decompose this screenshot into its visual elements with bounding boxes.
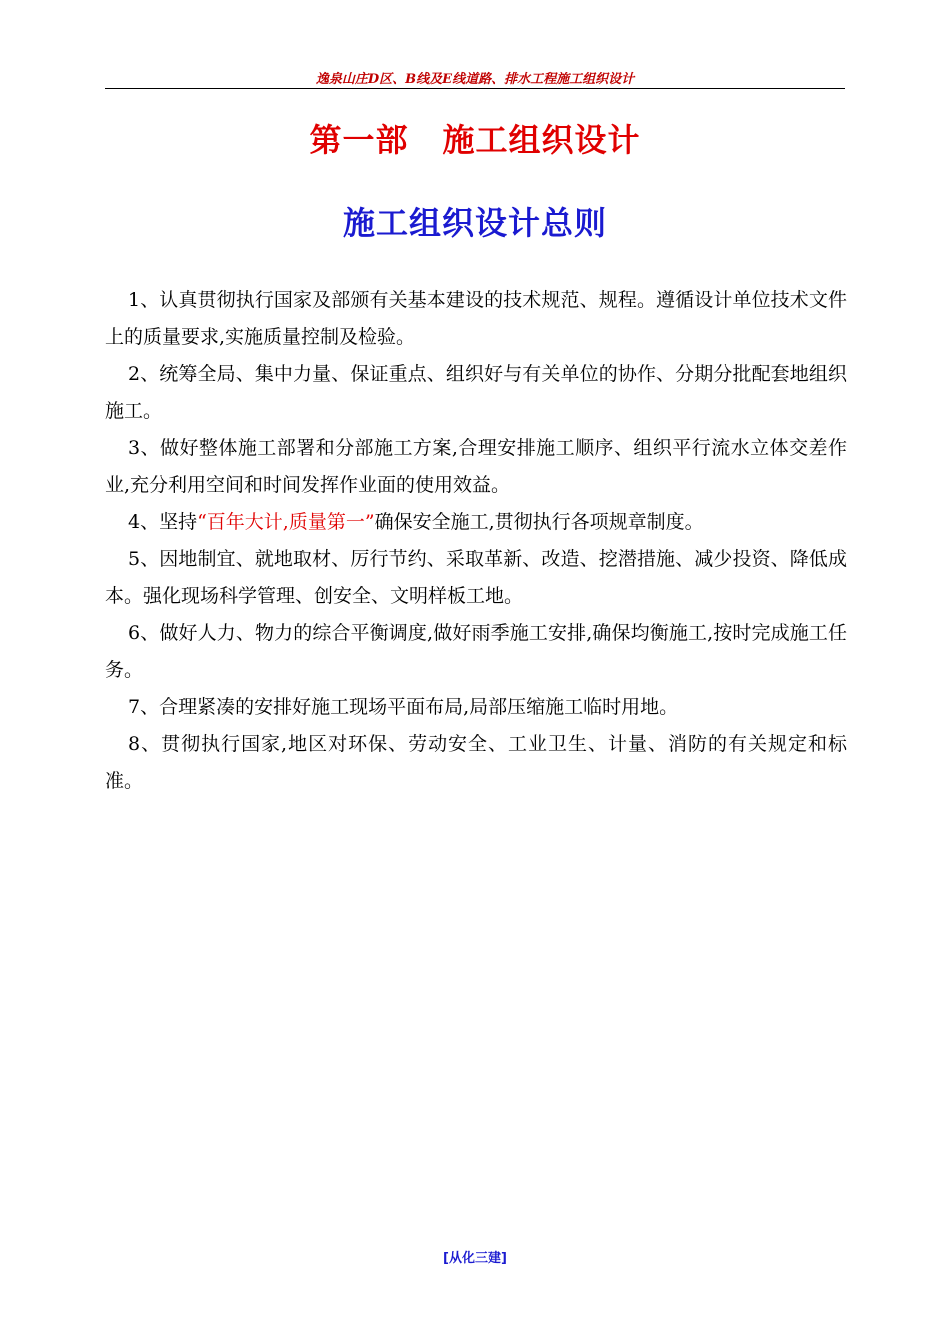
paragraph-5: 5、因地制宜、就地取材、厉行节约、采取革新、改造、挖潜措施、减少投资、降低成本。强化现场科学管理、创安全、文明样板工地。 <box>105 548 847 607</box>
paragraph-3: 3、做好整体施工部署和分部施工方案,合理安排施工顺序、组织平行流水立体交差作业,充分利用空间和时间发挥作业面的使用效益。 <box>105 437 847 496</box>
paragraph-4 <box>105 504 847 541</box>
part-name: 施工组织设计 <box>442 121 641 159</box>
header-rule <box>105 88 845 89</box>
paragraph-4-suffix: 确保安全施工,贯彻执行各项规章制度。 <box>374 511 704 533</box>
quality-slogan: “百年大计,质量第一” <box>197 511 375 533</box>
paragraph-4-prefix: 4、坚持 <box>128 511 198 533</box>
paragraph-8: 8、贯彻执行国家,地区对环保、劳动安全、工业卫生、计量、消防的有关规定和标准。 <box>105 733 847 792</box>
part-title <box>0 115 950 161</box>
section-title: 施工组织设计总则 <box>342 204 607 242</box>
paragraph-2: 2、统筹全局、集中力量、保证重点、组织好与有关单位的协作、分期分批配套地组织施工。 <box>105 363 847 422</box>
paragraph-1: 1、认真贯彻执行国家及部颁有关基本建设的技术规范、规程。遵循设计单位技术文件上的质量要求,实施质量控制及检验。 <box>105 289 847 348</box>
document-body <box>105 282 847 800</box>
page-header: 逸泉山庄D区、B线及E线道路、排水工程施工组织设计 <box>315 72 635 87</box>
paragraph-7: 7、合理紧凑的安排好施工现场平面布局,局部压缩施工临时用地。 <box>128 696 679 718</box>
paragraph-6: 6、做好人力、物力的综合平衡调度,做好雨季施工安排,确保均衡施工,按时完成施工任务。 <box>105 622 847 681</box>
part-number: 第一部 <box>309 121 409 159</box>
page-footer: [从化三建] <box>443 1251 507 1266</box>
